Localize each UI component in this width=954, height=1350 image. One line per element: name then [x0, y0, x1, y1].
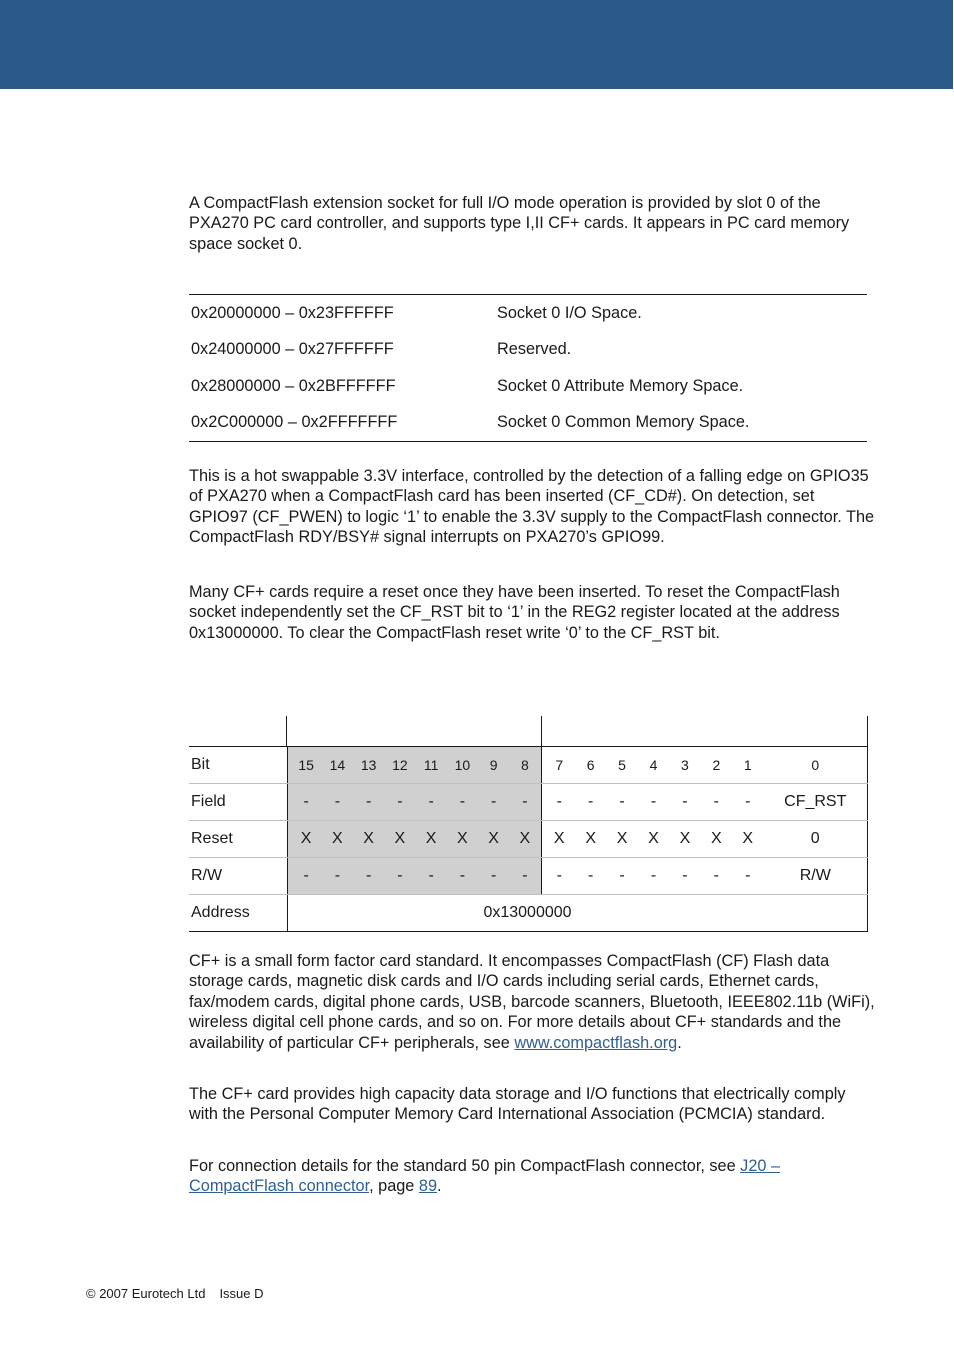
memory-map-table	[189, 294, 867, 442]
bit-cell: 5	[618, 757, 626, 773]
address-description: Reserved.	[497, 340, 572, 359]
row-label: Field	[189, 784, 288, 820]
address-description: Socket 0 I/O Space.	[497, 303, 642, 322]
memory-map-row	[189, 405, 867, 442]
low-bits-group	[542, 784, 764, 820]
bit-cell: -	[490, 867, 497, 884]
register-row	[189, 746, 868, 783]
bit-cell: X	[425, 830, 437, 847]
bit-cell: -	[587, 867, 594, 884]
reset-paragraph: Many CF+ cards require a reset once they have been inserted. To reset the CompactFlash socket independently set the CF_RST bit to ‘1’ in the REG2 register located at the address 0x13000000. To clear the CompactFlash reset write ‘0’ to the CF_RST bit.	[189, 583, 840, 642]
bit-cell: 11	[423, 757, 439, 773]
j20-connector-link[interactable]: J20 – CompactFlash connector	[189, 1157, 781, 1196]
register-table	[189, 716, 868, 932]
bit-cell: X	[585, 830, 596, 847]
bit0-cell: 0	[764, 747, 868, 783]
issue-label: Issue D	[219, 1286, 264, 1301]
connector-paragraph	[189, 1156, 877, 1197]
bit-cell: -	[745, 867, 751, 884]
bit-cell: X	[553, 830, 565, 847]
row-label: Reset	[189, 821, 288, 857]
row-label: Bit	[189, 747, 288, 783]
bit-cell: -	[713, 793, 719, 810]
bit-cell: -	[334, 793, 341, 810]
bit-cell: -	[713, 867, 719, 884]
bit0-cell: 0	[764, 821, 868, 857]
low-bits-group	[542, 821, 764, 857]
register-address-row	[189, 894, 868, 932]
register-row	[189, 857, 868, 894]
bit-cell: -	[490, 793, 497, 810]
bit-cell: X	[363, 830, 374, 847]
bit-cell: 6	[586, 757, 595, 773]
bit-cell: X	[679, 830, 691, 847]
intro-paragraph: A CompactFlash extension socket for full I/O mode operation is provided by slot 0 of the PXA270 PC card controller, and supports type I,II CF+ cards. It appears in PC card memory space socket 0.	[189, 194, 850, 253]
pcmcia-paragraph: The CF+ card provides high capacity data storage and I/O functions that electrically comply with the Personal Computer Memory Card International Association (PCMCIA) standard.	[189, 1085, 846, 1124]
bit-cell: X	[394, 830, 406, 847]
bit-cell: 10	[454, 757, 471, 773]
page-footer	[86, 1286, 264, 1301]
low-bits-group	[542, 858, 764, 894]
row-label: Address	[189, 895, 288, 931]
bit-cell: -	[365, 793, 372, 810]
high-bits-group	[288, 858, 542, 894]
memory-map-row	[189, 332, 867, 369]
bit-cell: 3	[681, 757, 689, 773]
header-divider	[286, 716, 287, 746]
compactflash-link[interactable]: www.compactflash.org	[514, 1033, 678, 1052]
row-label: R/W	[189, 858, 288, 894]
bit0-cell: R/W	[764, 858, 868, 894]
bit-cell: -	[334, 867, 341, 884]
bit-cell: 13	[360, 757, 377, 773]
low-bits-group	[542, 747, 764, 783]
bit-cell: X	[332, 830, 343, 847]
bit-cell: -	[650, 867, 657, 884]
bit-cell: 12	[392, 757, 408, 773]
bit-cell: -	[619, 793, 625, 810]
bit-cell: -	[619, 867, 625, 884]
bit-cell: -	[397, 867, 403, 884]
bit-cell: -	[303, 867, 309, 884]
header-divider	[867, 716, 868, 746]
copyright: © 2007 Eurotech Ltd	[86, 1286, 206, 1301]
address-range: 0x2C000000 – 0x2FFFFFFF	[191, 413, 398, 432]
bit-cell: X	[300, 830, 312, 847]
bit-cell: -	[428, 793, 434, 810]
page-link[interactable]: 89	[418, 1177, 438, 1196]
bit-cell: 9	[489, 757, 498, 773]
bit-cell: 15	[298, 757, 314, 773]
bit-cell: -	[682, 867, 688, 884]
bit0-cell: CF_RST	[764, 784, 868, 820]
cfplus-text: CF+ is a small form factor card standard. It encompasses CompactFlash (CF) Flash data storage cards, magnetic disk cards and I/O cards including serial cards, Ethernet cards, fax/modem cards, digital phone cards, USB, barcode scanners, Bluetooth, IEEE802.11b (WiFi), wireless digital cell phone cards, and so on. For more details about CF+ standards and the availability of particular CF+ peripherals, see	[189, 952, 875, 1052]
address-range: 0x20000000 – 0x23FFFFFF	[191, 303, 394, 322]
bit-cell: -	[682, 793, 688, 810]
bit-cell: -	[745, 793, 751, 810]
address-description: Socket 0 Attribute Memory Space.	[497, 376, 744, 395]
bit-cell: -	[587, 793, 594, 810]
bit-cell: -	[522, 867, 528, 884]
high-bits-group	[288, 821, 542, 857]
bit-cell: -	[556, 867, 562, 884]
bit-cell: -	[459, 793, 466, 810]
high-bits-group	[288, 747, 542, 783]
cfplus-paragraph	[189, 951, 877, 1053]
bit-cell: -	[650, 793, 657, 810]
bit-cell: 7	[555, 757, 564, 773]
bit-cell: 4	[649, 757, 658, 773]
connector-text: For connection details for the standard 50 pin CompactFlash connector, see	[189, 1157, 736, 1175]
bit-cell: -	[522, 793, 528, 810]
address-range: 0x28000000 – 0x2BFFFFFF	[191, 376, 396, 395]
bit-cell: X	[519, 830, 531, 847]
register-row	[189, 820, 868, 857]
address-description: Socket 0 Common Memory Space.	[497, 413, 750, 432]
bit-cell: X	[616, 830, 628, 847]
bit-cell: X	[742, 830, 754, 847]
memory-map-row	[189, 368, 867, 405]
connector-mid: , page	[369, 1177, 415, 1196]
bit-cell: -	[556, 793, 562, 810]
bit-cell: 8	[520, 757, 529, 773]
register-table-header	[189, 716, 868, 746]
bit-cell: -	[365, 867, 372, 884]
bit-cell: -	[397, 793, 403, 810]
bit-cell: X	[457, 830, 468, 847]
bit-cell: -	[303, 793, 309, 810]
header-band	[0, 0, 953, 89]
hotswap-paragraph: This is a hot swappable 3.3V interface, controlled by the detection of a falling edge on GPIO35 of PXA270 when a CompactFlash card has been inserted (CF_CD#). On detection, set GPIO97 (CF_PWEN) to logic ‘1’ to enable the 3.3V supply to the CompactFlash connector. The CompactFlash RDY/BSY# signal interrupts on PXA270’s GPIO99.	[189, 467, 875, 547]
bit-cell: X	[711, 830, 722, 847]
address-range: 0x24000000 – 0x27FFFFFF	[191, 340, 394, 359]
memory-map-row	[189, 295, 867, 332]
bit-cell: -	[459, 867, 466, 884]
bit-cell: 14	[329, 757, 346, 773]
bit-cell: -	[428, 867, 434, 884]
cfplus-end: .	[677, 1033, 682, 1052]
register-row	[189, 783, 868, 820]
bit-cell: 1	[743, 757, 752, 773]
bit-cell: 2	[712, 757, 721, 773]
bit-cell: X	[488, 830, 499, 847]
connector-end: .	[437, 1177, 442, 1196]
bit-cell: X	[648, 830, 659, 847]
high-bits-group	[288, 784, 542, 820]
register-address-value: 0x13000000	[288, 895, 868, 931]
header-divider	[541, 716, 542, 746]
